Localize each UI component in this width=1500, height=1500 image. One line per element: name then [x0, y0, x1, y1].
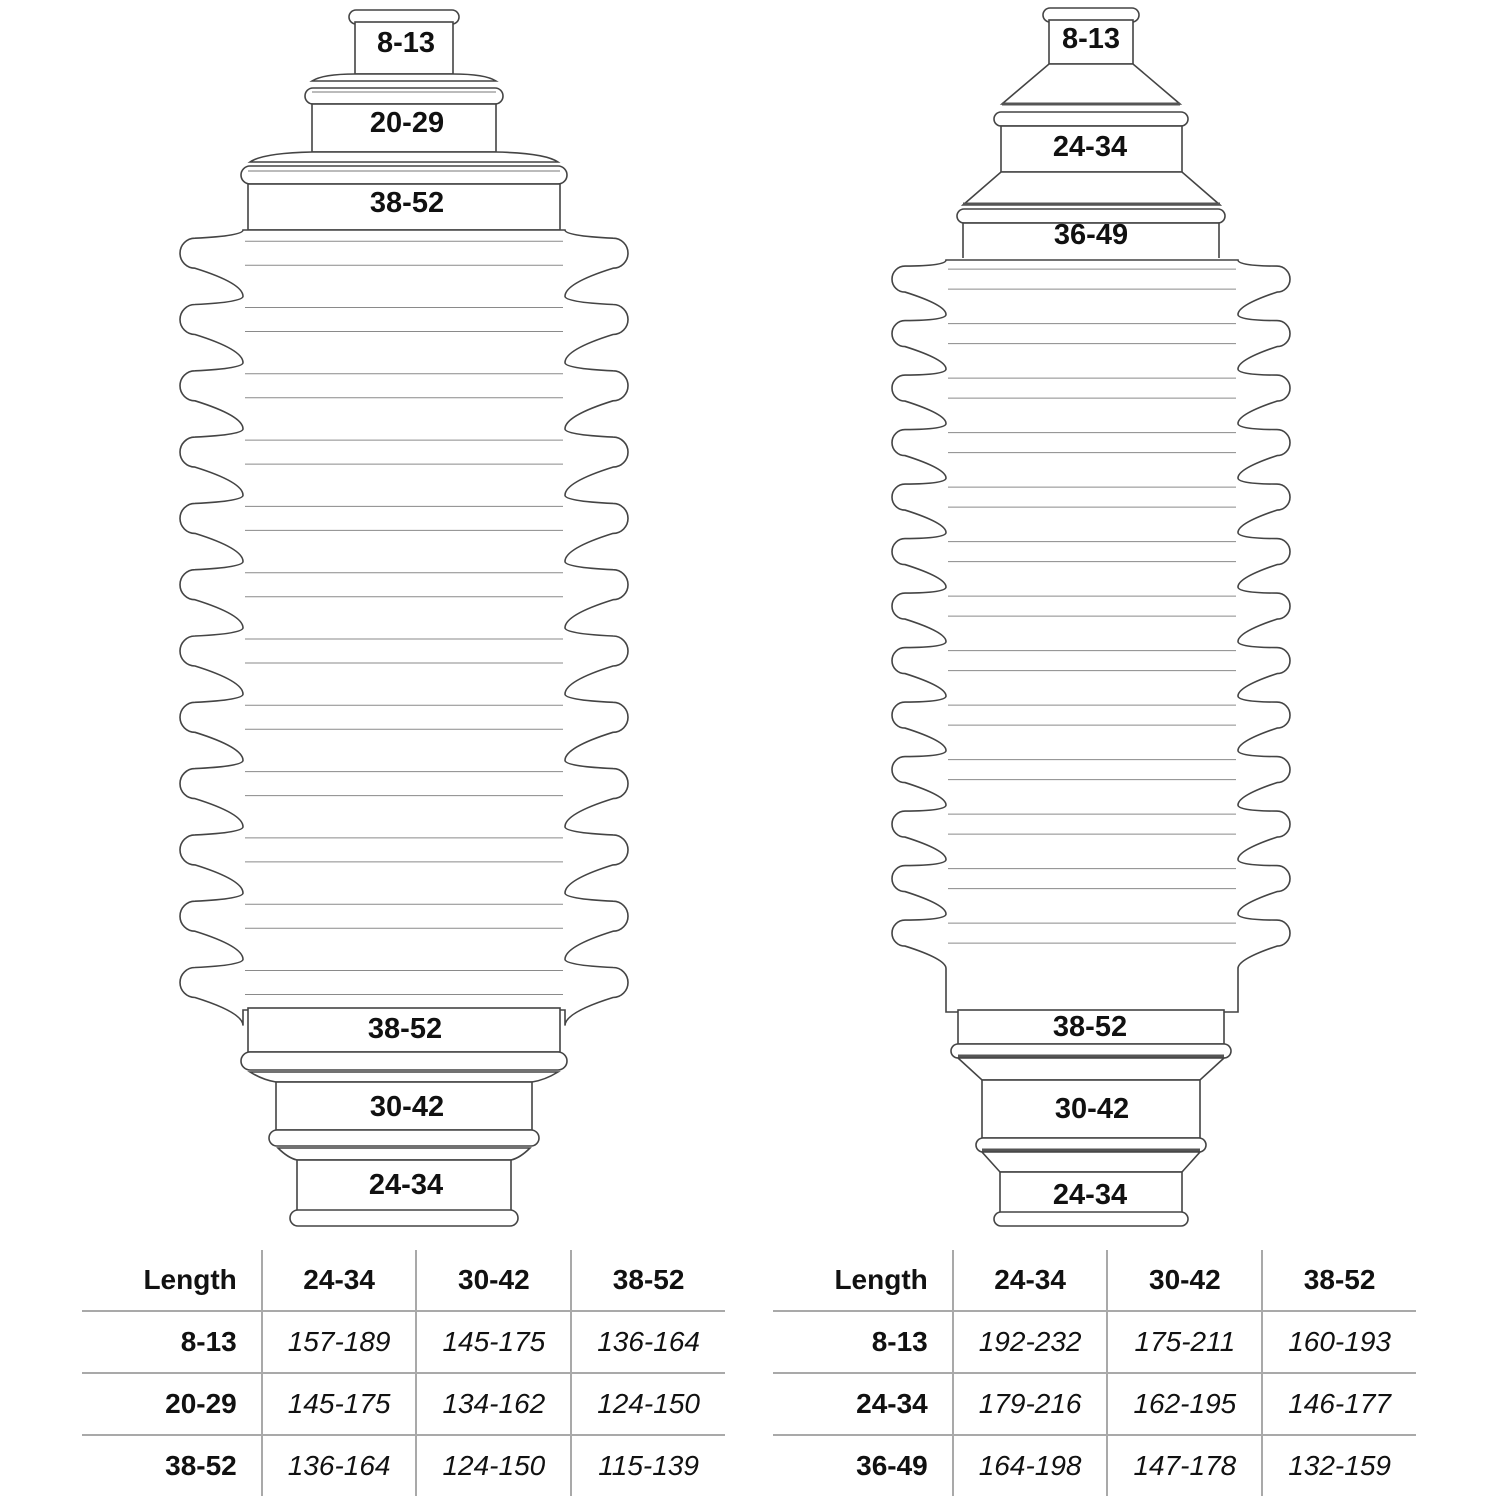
left-bottom-flare-2 [278, 1148, 530, 1160]
left-ring-30-42 [269, 1130, 539, 1146]
right-label-top-2: 24-34 [1052, 131, 1128, 163]
left-bellows-folds [180, 230, 628, 1026]
right-label-bottom-2: 30-42 [1054, 1093, 1130, 1125]
right-top-cone [1002, 64, 1180, 104]
table-column-header: 30-42 [416, 1250, 571, 1311]
right-bellows-boot [892, 8, 1290, 1226]
table-row-label: 36-49 [856, 1450, 928, 1481]
table-cell: 145-175 [416, 1311, 571, 1373]
left-label-top-2: 20-29 [369, 107, 445, 139]
table-cell: 132-159 [1262, 1435, 1416, 1496]
table-column-header: 24-34 [262, 1250, 417, 1311]
table-row-label: 24-34 [773, 1373, 953, 1435]
right-label-bottom-3: 24-34 [1052, 1179, 1128, 1211]
table-cell: 145-175 [262, 1373, 417, 1435]
table-cell: 192-232 [953, 1311, 1108, 1373]
right-ring-24-34 [994, 112, 1188, 126]
right-bottom-cone-2 [982, 1152, 1200, 1172]
table-cell: 164-198 [953, 1435, 1108, 1496]
table-row-label: 38-52 [165, 1450, 237, 1481]
table-header-row [82, 1250, 725, 1311]
left-bottom-cap [290, 1210, 518, 1226]
table-column-header: 24-34 [953, 1250, 1108, 1311]
table-cell: 115-139 [571, 1435, 725, 1496]
right-bottom-cone-1 [958, 1058, 1224, 1080]
left-label-bottom-1: 38-52 [367, 1013, 443, 1045]
right-bellows-folds [892, 260, 1290, 1012]
left-ring-38-52-bottom [241, 1052, 567, 1070]
table-cell: 157-189 [262, 1311, 417, 1373]
table-row [773, 1435, 1416, 1496]
table-column-header: 30-42 [1107, 1250, 1262, 1311]
left-label-top-3: 38-52 [369, 187, 445, 219]
table-row [82, 1435, 725, 1496]
left-label-bottom-3: 24-34 [368, 1169, 444, 1201]
left-bottom-flare-1 [250, 1072, 558, 1082]
table-row-label: 20-29 [82, 1373, 262, 1435]
table-row [773, 1373, 1416, 1435]
table-column-header: 38-52 [1262, 1250, 1416, 1311]
table-cell: 175-211 [1107, 1311, 1262, 1373]
table-corner-label: Length [82, 1250, 262, 1311]
table-row [773, 1311, 1416, 1373]
right-length-table [773, 1250, 1416, 1496]
right-bellows-outline [892, 260, 1290, 1012]
left-label-top-1: 8-13 [376, 27, 436, 59]
table-cell: 146-177 [1262, 1373, 1416, 1435]
table-cell: 134-162 [416, 1373, 571, 1435]
right-bottom-cap [994, 1212, 1188, 1226]
right-label-top-3: 36-49 [1053, 219, 1129, 251]
table-cell: 147-178 [1107, 1435, 1262, 1496]
right-label-bottom-1: 38-52 [1052, 1011, 1128, 1043]
left-bellows-outline [180, 230, 628, 1026]
left-mid-flare [250, 152, 558, 162]
left-label-bottom-2: 30-42 [369, 1091, 445, 1123]
table-column-header: 38-52 [571, 1250, 725, 1311]
left-ring-20-29 [305, 88, 503, 104]
table-row-label: 8-13 [773, 1311, 953, 1373]
table-cell: 179-216 [953, 1373, 1108, 1435]
table-header-row [773, 1250, 1416, 1311]
right-label-top-1: 8-13 [1061, 23, 1121, 55]
table-row [82, 1373, 725, 1435]
table-row [82, 1311, 725, 1373]
right-mid-cone [963, 172, 1220, 205]
table-cell: 124-150 [571, 1373, 725, 1435]
table-cell: 136-164 [571, 1311, 725, 1373]
left-top-flare [312, 74, 496, 81]
table-cell: 124-150 [416, 1435, 571, 1496]
table-cell: 160-193 [1262, 1311, 1416, 1373]
table-corner-label: Length [773, 1250, 953, 1311]
left-ring-38-52 [241, 166, 567, 184]
table-cell: 136-164 [262, 1435, 417, 1496]
table-cell: 162-195 [1107, 1373, 1262, 1435]
table-row-label: 8-13 [82, 1311, 262, 1373]
left-length-table [82, 1250, 725, 1496]
